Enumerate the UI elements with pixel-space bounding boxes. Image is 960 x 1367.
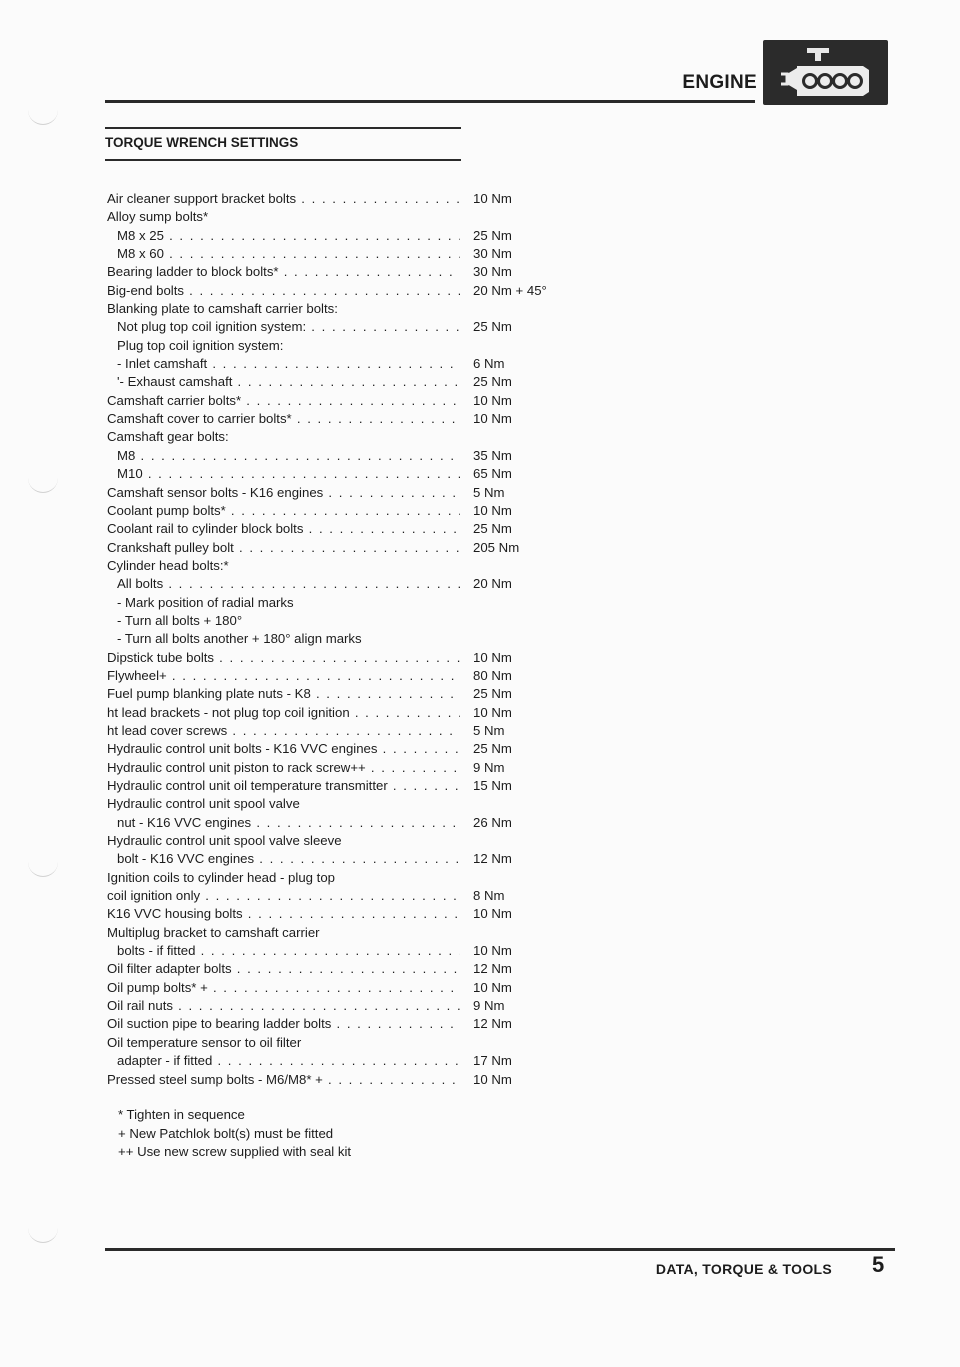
spec-label: Camshaft gear bolts: bbox=[107, 429, 229, 445]
spec-row bbox=[107, 410, 567, 428]
spec-row bbox=[107, 630, 567, 648]
spec-label: bolts - if fitted . . . bbox=[117, 942, 460, 960]
spec-value: 26 Nm bbox=[473, 814, 512, 830]
spec-row bbox=[107, 850, 567, 868]
engine-icon bbox=[763, 40, 888, 105]
spec-row bbox=[107, 814, 567, 832]
spec-label: - Inlet camshaft . . . bbox=[117, 355, 460, 373]
spec-row bbox=[107, 245, 567, 263]
spec-row bbox=[107, 355, 567, 373]
spec-row bbox=[107, 392, 567, 410]
spec-value: 25 Nm bbox=[473, 686, 512, 702]
spec-label: Coolant rail to cylinder block bolts . . . bbox=[107, 520, 460, 538]
spec-row bbox=[107, 795, 567, 813]
spec-row bbox=[107, 869, 567, 887]
spec-label: Oil suction pipe to bearing ladder bolts . . . bbox=[107, 1015, 460, 1033]
spec-row bbox=[107, 337, 567, 355]
spec-row bbox=[107, 575, 567, 593]
page-number: 5 bbox=[872, 1252, 885, 1277]
spec-value: 25 Nm bbox=[473, 319, 512, 335]
spec-value: 10 Nm bbox=[473, 649, 512, 665]
spec-value: 30 Nm bbox=[473, 246, 512, 262]
section-bottom-rule bbox=[105, 159, 461, 161]
spec-label: Alloy sump bolts* bbox=[107, 209, 209, 225]
spec-row bbox=[107, 520, 567, 538]
spec-row bbox=[107, 1034, 567, 1052]
spec-label: Camshaft carrier bolts* . . . bbox=[107, 392, 460, 410]
spec-row bbox=[107, 649, 567, 667]
spec-row bbox=[107, 740, 567, 758]
footer-rule bbox=[105, 1248, 895, 1251]
spec-label: Pressed steel sump bolts - M6/M8* + . . . bbox=[107, 1071, 460, 1089]
spec-value: 10 Nm bbox=[473, 411, 512, 427]
spec-value: 25 Nm bbox=[473, 374, 512, 390]
spec-row bbox=[107, 373, 567, 391]
spec-label: M8 x 60 . . . bbox=[117, 245, 460, 263]
spec-label: Flywheel+ . . . bbox=[107, 667, 460, 685]
spec-label: Oil temperature sensor to oil filter bbox=[107, 1034, 302, 1050]
spec-value: 65 Nm bbox=[473, 466, 512, 482]
margin-mark bbox=[28, 1228, 58, 1243]
spec-value: 10 Nm bbox=[473, 906, 512, 922]
spec-row bbox=[107, 667, 567, 685]
spec-value: 8 Nm bbox=[473, 888, 505, 904]
engine-badge bbox=[763, 40, 888, 105]
spec-value: 5 Nm bbox=[473, 484, 505, 500]
spec-row bbox=[107, 428, 567, 446]
spec-row bbox=[107, 539, 567, 557]
spec-row bbox=[107, 704, 567, 722]
footnotes bbox=[118, 1106, 538, 1162]
spec-value: 5 Nm bbox=[473, 722, 505, 738]
spec-value: 20 Nm + 45° bbox=[473, 282, 547, 298]
spec-label: All bolts . . . bbox=[117, 575, 460, 593]
spec-label: M8 x 25 . . . bbox=[117, 227, 460, 245]
spec-value: 25 Nm bbox=[473, 227, 512, 243]
spec-label: - Turn all bolts + 180° bbox=[117, 612, 243, 628]
spec-label: '- Exhaust camshaft . . . bbox=[117, 373, 460, 391]
spec-row bbox=[107, 208, 567, 226]
spec-label: Camshaft sensor bolts - K16 engines . . . bbox=[107, 484, 460, 502]
spec-label: Hydraulic control unit spool valve sleeve bbox=[107, 833, 342, 849]
spec-row bbox=[107, 1052, 567, 1070]
spec-label: Camshaft cover to carrier bolts* . . . bbox=[107, 410, 460, 428]
spec-value: 9 Nm bbox=[473, 998, 505, 1014]
spec-row bbox=[107, 887, 567, 905]
spec-row bbox=[107, 190, 567, 208]
spec-label: coil ignition only . . . bbox=[107, 887, 460, 905]
torque-settings-list bbox=[107, 190, 567, 1089]
spec-row bbox=[107, 777, 567, 795]
margin-mark bbox=[28, 110, 58, 125]
spec-label: nut - K16 VVC engines . . . bbox=[117, 814, 460, 832]
spec-label: Dipstick tube bolts . . . bbox=[107, 649, 460, 667]
spec-label: - Turn all bolts another + 180° align marks bbox=[117, 631, 362, 647]
spec-label: Blanking plate to camshaft carrier bolts: bbox=[107, 301, 338, 317]
spec-label: ht lead brackets - not plug top coil ignition . . . bbox=[107, 704, 460, 722]
spec-row bbox=[107, 465, 567, 483]
spec-label: M8 . . . bbox=[117, 447, 460, 465]
spec-row bbox=[107, 282, 567, 300]
spec-value: 6 Nm bbox=[473, 356, 505, 372]
spec-row bbox=[107, 759, 567, 777]
spec-label: Hydraulic control unit spool valve bbox=[107, 796, 300, 812]
spec-label: Bearing ladder to block bolts* . . . bbox=[107, 263, 460, 281]
spec-value: 12 Nm bbox=[473, 851, 512, 867]
spec-label: Hydraulic control unit bolts - K16 VVC engines . . . bbox=[107, 740, 460, 758]
spec-label: Oil pump bolts* + . . . bbox=[107, 979, 460, 997]
spec-value: 10 Nm bbox=[473, 979, 512, 995]
spec-row bbox=[107, 722, 567, 740]
section-top-rule bbox=[105, 127, 461, 129]
spec-row bbox=[107, 979, 567, 997]
spec-value: 25 Nm bbox=[473, 741, 512, 757]
spec-row bbox=[107, 832, 567, 850]
spec-label: bolt - K16 VVC engines . . . bbox=[117, 850, 460, 868]
spec-value: 10 Nm bbox=[473, 943, 512, 959]
footnote: ++ Use new screw supplied with seal kit bbox=[118, 1144, 352, 1159]
spec-value: 15 Nm bbox=[473, 778, 512, 793]
margin-mark bbox=[28, 478, 58, 493]
spec-row bbox=[107, 484, 567, 502]
spec-value: 10 Nm bbox=[473, 1071, 512, 1087]
spec-label: ht lead cover screws . . . bbox=[107, 722, 460, 740]
spec-row bbox=[107, 263, 567, 281]
spec-value: 12 Nm bbox=[473, 961, 512, 977]
spec-row bbox=[107, 924, 567, 942]
spec-label: Multiplug bracket to camshaft carrier bbox=[107, 924, 320, 940]
spec-label: Crankshaft pulley bolt . . . bbox=[107, 539, 460, 557]
spec-label: Ignition coils to cylinder head - plug top bbox=[107, 869, 335, 885]
spec-row bbox=[107, 997, 567, 1015]
spec-label: Hydraulic control unit piston to rack screw++ . . . bbox=[107, 759, 460, 777]
margin-mark bbox=[28, 862, 58, 877]
spec-row bbox=[107, 318, 567, 336]
spec-value: 80 Nm bbox=[473, 667, 512, 683]
spec-value: 10 Nm bbox=[473, 392, 512, 408]
spec-value: 10 Nm bbox=[473, 191, 512, 206]
spec-label: Oil filter adapter bolts . . . bbox=[107, 960, 460, 978]
spec-label: adapter - if fitted . . . bbox=[117, 1052, 460, 1070]
spec-label: Hydraulic control unit oil temperature transmitter . . . bbox=[107, 777, 460, 795]
header-rule bbox=[105, 100, 755, 103]
spec-row bbox=[107, 905, 567, 923]
spec-row bbox=[107, 502, 567, 520]
spec-value: 17 Nm bbox=[473, 1053, 512, 1069]
chapter-title: ENGINE bbox=[682, 72, 757, 93]
spec-row bbox=[107, 942, 567, 960]
section-title: TORQUE WRENCH SETTINGS bbox=[105, 135, 299, 150]
footnote: + New Patchlok bolt(s) must be fitted bbox=[118, 1125, 334, 1141]
spec-value: 205 Nm bbox=[473, 539, 520, 555]
spec-label: Oil rail nuts . . . bbox=[107, 997, 460, 1015]
spec-label: Coolant pump bolts* . . . bbox=[107, 502, 460, 520]
spec-label: Cylinder head bolts:* bbox=[107, 557, 229, 573]
spec-label: K16 VVC housing bolts . . . bbox=[107, 905, 460, 923]
spec-value: 20 Nm bbox=[473, 576, 512, 592]
spec-row bbox=[107, 594, 567, 612]
spec-label: Air cleaner support bracket bolts . . . bbox=[107, 190, 460, 208]
spec-row bbox=[107, 300, 567, 318]
spec-row bbox=[107, 960, 567, 978]
spec-label: M10 . . . bbox=[117, 465, 460, 483]
spec-value: 9 Nm bbox=[473, 759, 505, 775]
spec-label: Big-end bolts . . . bbox=[107, 282, 460, 300]
spec-label: Not plug top coil ignition system: . . . bbox=[117, 318, 460, 336]
spec-row bbox=[107, 1015, 567, 1033]
spec-value: 10 Nm bbox=[473, 704, 512, 720]
spec-label: Fuel pump blanking plate nuts - K8 . . . bbox=[107, 685, 460, 703]
footer-section-title: DATA, TORQUE & TOOLS bbox=[655, 1261, 832, 1277]
spec-value: 12 Nm bbox=[473, 1016, 512, 1032]
spec-row bbox=[107, 447, 567, 465]
spec-row bbox=[107, 557, 567, 575]
spec-row bbox=[107, 685, 567, 703]
spec-value: 30 Nm bbox=[473, 264, 512, 280]
footnote: * Tighten in sequence bbox=[118, 1107, 245, 1122]
spec-value: 25 Nm bbox=[473, 521, 512, 537]
spec-row bbox=[107, 1071, 567, 1089]
spec-row bbox=[107, 612, 567, 630]
spec-label: - Mark position of radial marks bbox=[117, 594, 294, 610]
spec-row bbox=[107, 227, 567, 245]
spec-label: Plug top coil ignition system: bbox=[117, 337, 284, 353]
spec-value: 35 Nm bbox=[473, 447, 512, 463]
spec-value: 10 Nm bbox=[473, 502, 512, 518]
